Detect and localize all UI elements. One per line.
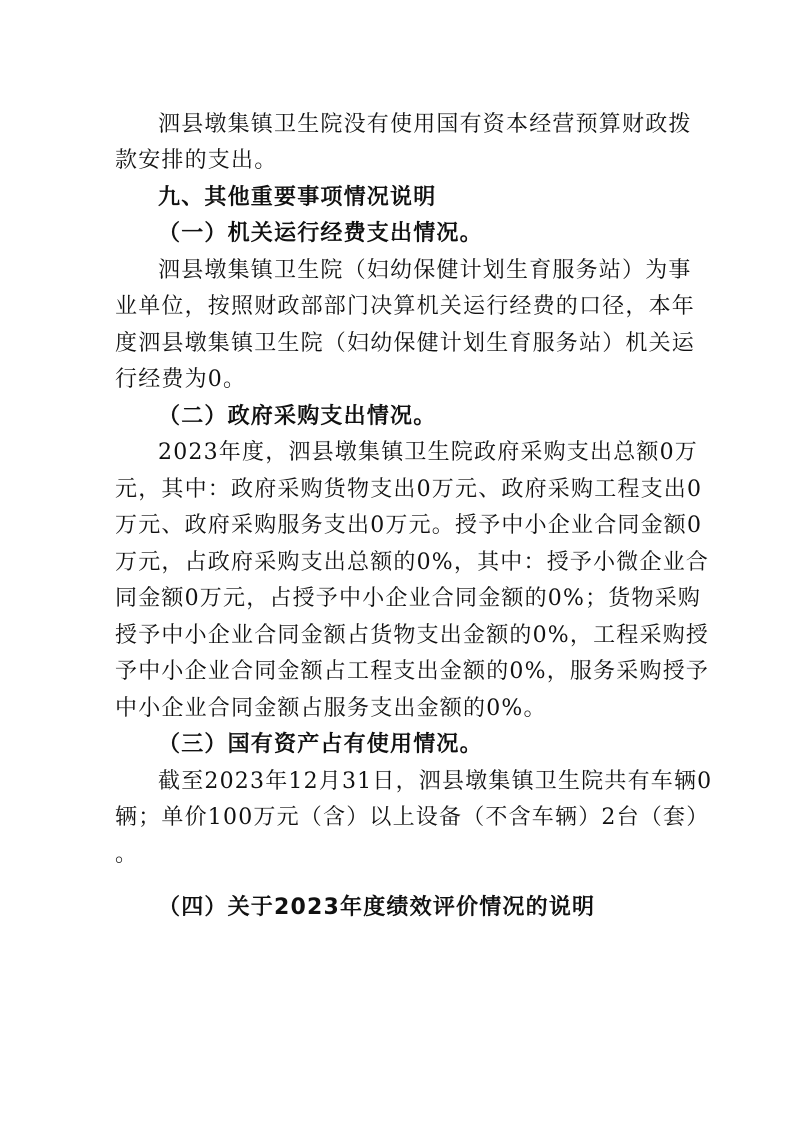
subsection-heading: （四）关于2023年度绩效评价情况的说明 — [158, 895, 596, 920]
paragraph-line: 行经费为0。 — [115, 367, 247, 392]
paragraph-line: 截至2023年12月31日，泗县墩集镇卫生院共有车辆0 — [158, 769, 713, 794]
paragraph-line: 元，其中：政府采购货物支出0万元、政府采购工程支出0 — [115, 477, 703, 502]
subsection-heading: （三）国有资产占有使用情况。 — [158, 732, 483, 757]
subsection-heading: （一）机关运行经费支出情况。 — [158, 221, 483, 246]
paragraph-line: 泗县墩集镇卫生院没有使用国有资本经营预算财政拨 — [158, 112, 692, 137]
paragraph-line: 泗县墩集镇卫生院（妇幼保健计划生育服务站）为事 — [158, 258, 692, 283]
paragraph-line: 度泗县墩集镇卫生院（妇幼保健计划生育服务站）机关运 — [115, 331, 696, 356]
paragraph-line: 万元、政府采购服务支出0万元。授予中小企业合同金额0 — [115, 513, 703, 538]
section-heading: 九、其他重要事项情况说明 — [158, 185, 437, 210]
paragraph-line: 辆；单价100万元（含）以上设备（不含车辆）2台（套） — [115, 805, 710, 830]
subsection-heading: （二）政府采购支出情况。 — [158, 404, 437, 429]
paragraph-line: 中小企业合同金额占服务支出金额的0%。 — [115, 696, 547, 721]
paragraph-line: 业单位，按照财政部部门决算机关运行经费的口径，本年 — [115, 294, 696, 319]
paragraph-line: 。 — [115, 842, 139, 867]
paragraph-line: 予中小企业合同金额占工程支出金额的0%，服务采购授予 — [115, 659, 710, 684]
paragraph-line: 授予中小企业合同金额占货物支出金额的0%，工程采购授 — [115, 623, 710, 648]
paragraph-line: 同金额0万元，占授予中小企业合同金额的0%；货物采购 — [115, 586, 702, 611]
paragraph-line: 2023年度，泗县墩集镇卫生院政府采购支出总额0万 — [158, 440, 698, 465]
paragraph-line: 万元，占政府采购支出总额的0%，其中：授予小微企业合 — [115, 550, 710, 575]
paragraph-line: 款安排的支出。 — [115, 148, 278, 173]
